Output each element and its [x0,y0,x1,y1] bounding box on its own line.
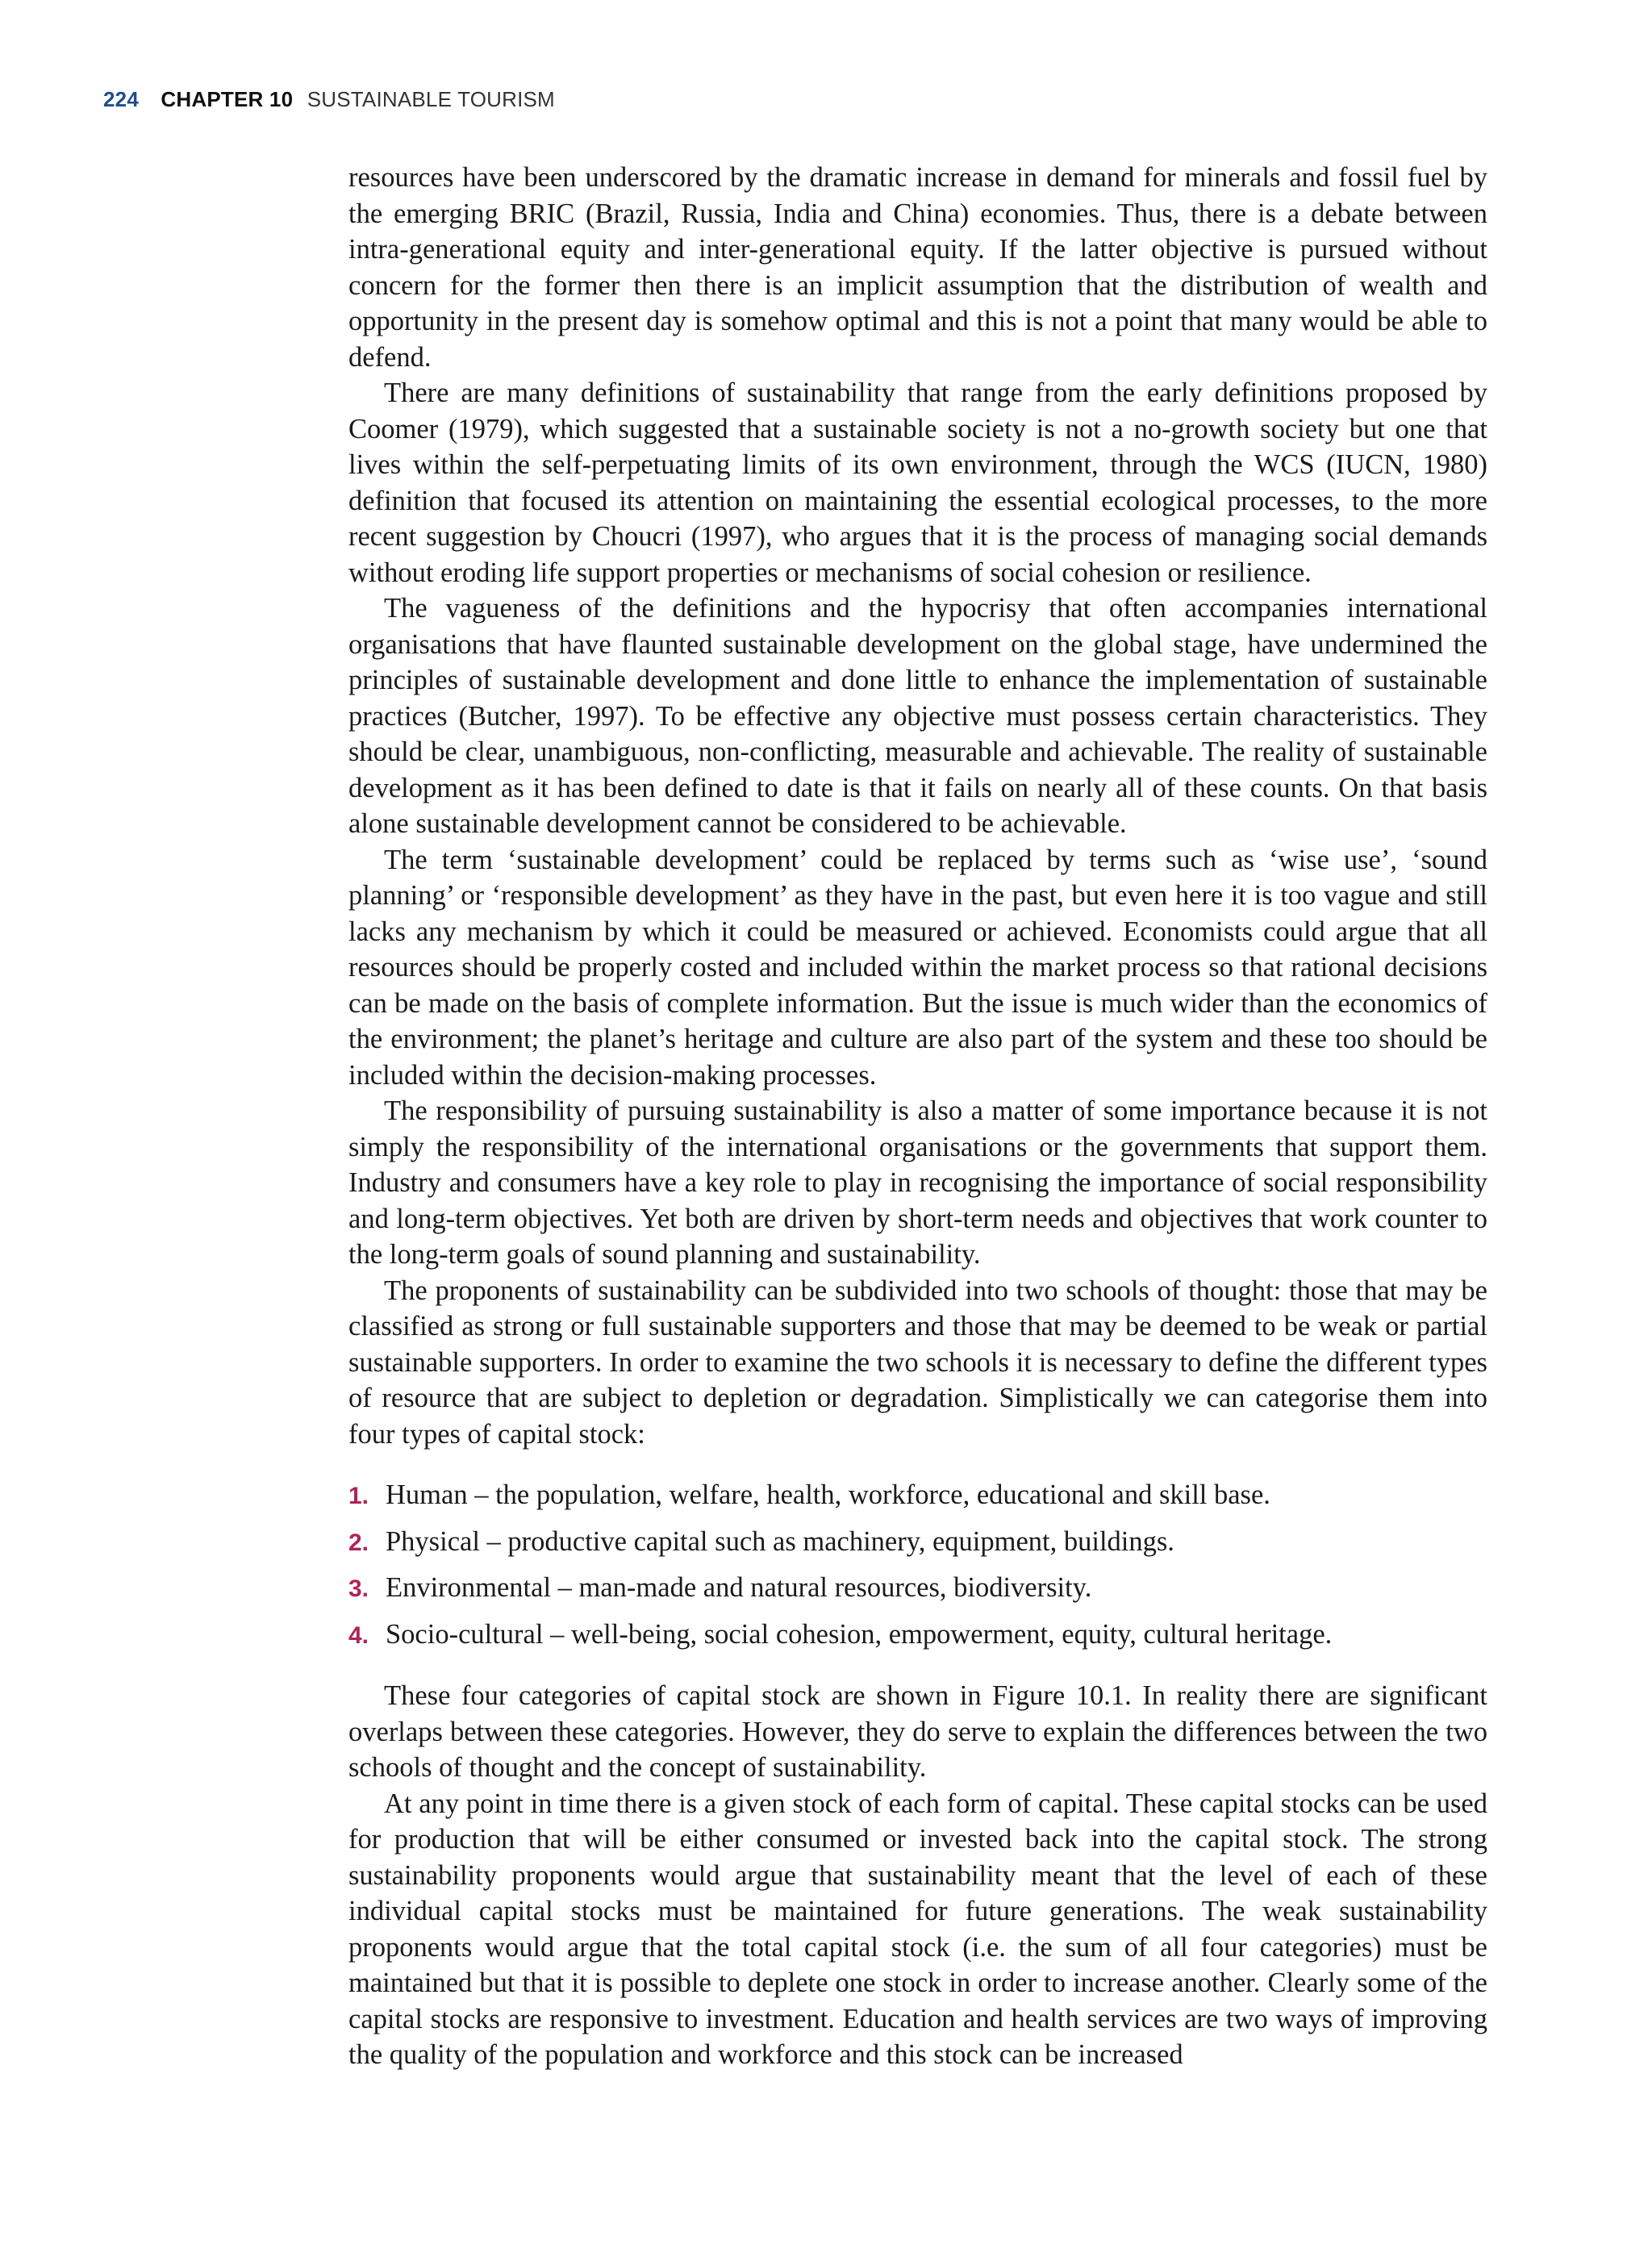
paragraph: resources have been underscored by the dramatic increase in demand for minerals and fossil fuel by the emerging BRIC (Brazil, Russia, India and China) economies. Thus, there is a debate between intra-generational equity and inter-generational equity. If the latter objective is pursued without concern for the former then there is an implicit assumption that the distribution of wealth and opportunity in the present day is somehow optimal and this is not a point that many would be able to defend. [348,162,1487,373]
paragraph: The responsibility of pursuing sustainability is also a matter of some importance because it is not simply the responsibility of the international organisations or the governments that support them. Industry and consumers have a key role to play in recognising the importance of social responsibility and long-term objectives. Yet both are driven by short-term needs and objectives that work counter to the long-term goals of sound planning and sustainability. [348,1095,1487,1270]
running-head [103,87,555,112]
paragraph: The term ‘sustainable development’ could be replaced by terms such as ‘wise use’, ‘sound planning’ or ‘responsible development’ as they have in the past, but even here it is too vague and still lacks any mechanism by which it could be measured or achieved. Economists could argue that all resources should be properly costed and included within the market process so that rational decisions can be made on the basis of complete information. But the issue is much wider than the economics of the environment; the planet’s heritage and culture are also part of the system and these too should be included within the decision-making processes. [348,844,1487,1091]
paragraph: The proponents of sustainability can be subdivided into two schools of thought: those that may be classified as strong or full sustainable supporters and those that may be deemed to be weak or partial sustainable supporters. In order to examine the two schools it is necessary to define the different types of resource that are subject to depletion or degradation. Simplistically we can categorise them into four types of capital stock: [348,1275,1487,1450]
paragraph: These four categories of capital stock are shown in Figure 10.1. In reality there are significant overlaps between these categories. However, they do serve to explain the differences between the two schools of thought and the concept of sustainability. [348,1680,1487,1783]
list-number: 1. [348,1483,369,1509]
list-number: 3. [348,1575,369,1602]
list-item-text: Physical – productive capital such as machinery, equipment, buildings. [386,1525,1174,1557]
list-item [348,1477,1487,1515]
paragraph: At any point in time there is a given stock of each form of capital. These capital stocks can be used for production that will be either consumed or invested back into the capital stock. The strong sustainability proponents would argue that sustainability meant that the level of each of these individual capital stocks must be maintained for future generations. The weak sustainability proponents would argue that the total capital stock (i.e. the sum of all four categories) must be maintained but that it is possible to deplete one stock in order to increase another. Clearly some of the capital stocks are responsive to investment. Education and health services are two ways of improving the quality of the population and workforce and this stock can be increased [348,1788,1487,2070]
list-item [348,1570,1487,1608]
chapter-title: SUSTAINABLE TOURISM [307,87,555,111]
capital-stock-list [348,1477,1487,1654]
list-item-text: Human – the population, welfare, health, workforce, educational and skill base. [386,1479,1270,1510]
list-item [348,1617,1487,1655]
list-number: 4. [348,1621,369,1649]
list-number: 2. [348,1529,369,1556]
paragraph: There are many definitions of sustainability that range from the early definitions proposed by Coomer (1979), which suggested that a sustainable society is not a no-growth society but one that lives within the self-perpetuating limits of its own environment, through the WCS (IUCN, 1980) definition that focused its attention on maintaining the essential ecological processes, to the more recent suggestion by Choucri (1997), who argues that it is the process of managing social demands without eroding life support properties or mechanisms of social cohesion or resilience. [348,378,1487,588]
page-number: 224 [103,87,139,111]
body-text [348,160,1487,2073]
list-item [348,1524,1487,1562]
list-item-text: Environmental – man-made and natural resources, biodiversity. [386,1572,1092,1603]
chapter-label: CHAPTER 10 [161,87,294,111]
paragraph: The vagueness of the definitions and the hypocrisy that often accompanies international organisations that have flaunted sustainable development on the global stage, have undermined the principles of sustainable development and done little to enhance the implementation of sustainable practices (Butcher, 1997). To be effective any objective must possess certain characteristics. They should be clear, unambiguous, non-conflicting, measurable and achievable. The reality of sustainable development as it has been defined to date is that it fails on nearly all of these counts. On that basis alone sustainable development cannot be considered to be achievable. [348,593,1487,839]
list-item-text: Socio-cultural – well-being, social cohesion, empowerment, equity, cultural heritage. [386,1618,1333,1650]
